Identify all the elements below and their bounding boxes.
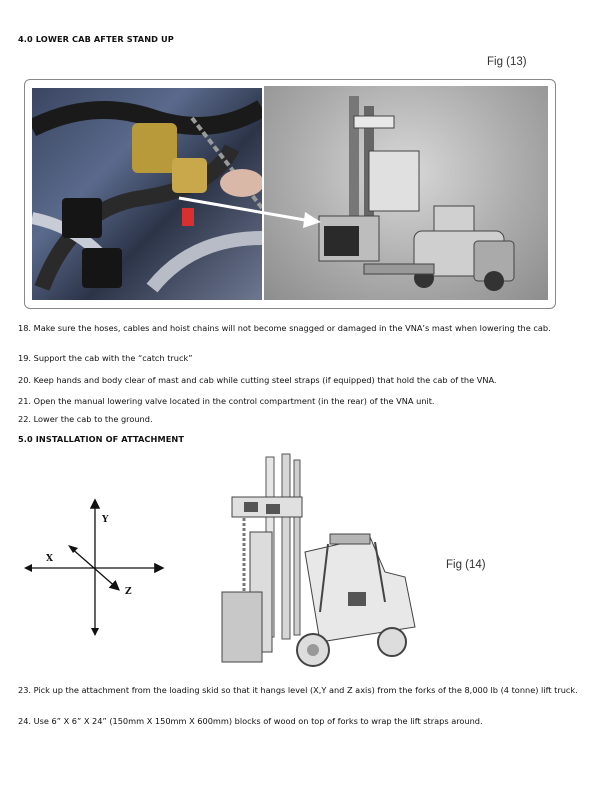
step-21: 21. Open the manual lowering valve located in the control compartment (in the rear) of the VNA unit.: [18, 396, 435, 406]
axis-diagram: [22, 495, 172, 640]
step-20: 20. Keep hands and body clear of mast and cab while cutting steel straps (if equipped) that hold the cab of the VNA.: [18, 375, 497, 385]
axis-x-label: X: [46, 554, 53, 564]
step-24: 24. Use 6” X 6” X 24” (150mm X 150mm X 600mm) blocks of wood on top of forks to wrap the lift straps around.: [18, 716, 483, 726]
axis-lines: [22, 495, 172, 640]
figure-13-label: Fig (13): [487, 56, 527, 68]
section-5-heading: 5.0 INSTALLATION OF ATTACHMENT: [18, 434, 185, 444]
forklift-attachment-render: [210, 452, 425, 674]
figure-14-label: Fig (14): [446, 559, 486, 571]
figure-13: [24, 79, 556, 309]
step-18: 18. Make sure the hoses, cables and hoist chains will not become snagged or damaged in the VNA’s mast when lowering the cab.: [18, 323, 551, 333]
step-22: 22. Lower the cab to the ground.: [18, 414, 153, 424]
callout-arrow: [175, 190, 325, 230]
step-19: 19. Support the cab with the “catch truck”: [18, 353, 193, 363]
axis-z-label: Z: [125, 587, 132, 597]
section-4-heading: 4.0 LOWER CAB AFTER STAND UP: [18, 34, 174, 44]
forklift-illustration: [210, 452, 425, 674]
step-23: 23. Pick up the attachment from the loading skid so that it hangs level (X,Y and Z axis) from the forks of the 8,000 lb (4 tonne) lift truck.: [18, 685, 578, 695]
axis-y-label: Y: [102, 515, 109, 525]
